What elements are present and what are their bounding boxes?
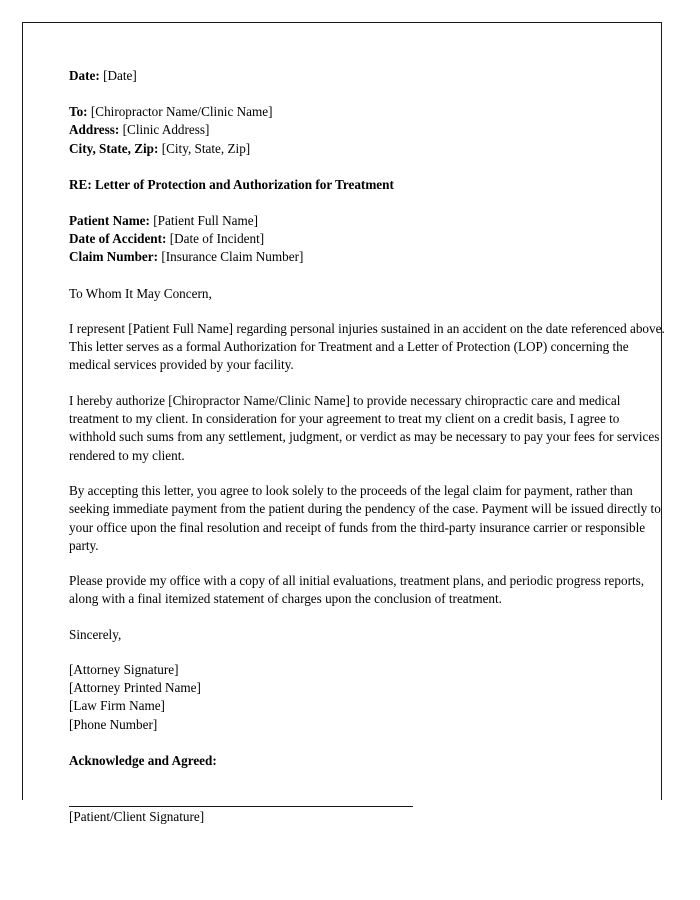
- subject-line: [69, 176, 665, 194]
- body-paragraph-1: I represent [Patient Full Name] regarding personal injuries sustained in an accident on the date referenced above. This letter serves as a formal Authorization for Treatment and a Letter of Protection (LOP) concerning the medical services provided by your facility.: [69, 320, 665, 373]
- recipient-address-line: [69, 121, 665, 139]
- spacer: [69, 555, 665, 572]
- spacer: [69, 158, 665, 176]
- date-value: [Date]: [103, 68, 137, 83]
- date-of-accident-label: Date of Accident:: [69, 231, 167, 247]
- subject-text: Letter of Protection and Authorization for Treatment: [95, 176, 394, 192]
- claim-number-label: Claim Number:: [69, 249, 159, 265]
- address-value: [Clinic Address]: [122, 122, 210, 138]
- spacer: [69, 267, 665, 285]
- attorney-printed-name-placeholder: [Attorney Printed Name]: [69, 680, 201, 696]
- subject-label: RE:: [69, 176, 92, 192]
- valediction: Sincerely,: [69, 626, 122, 642]
- date-line: [69, 67, 665, 85]
- acknowledgement-heading: Acknowledge and Agreed:: [69, 752, 217, 768]
- body-paragraph-4: Please provide my office with a copy of all initial evaluations, treatment plans, and periodic progress reports, along with a final itemized statement of charges upon the conclusion of treatment.: [69, 573, 645, 607]
- body-paragraph-3: By accepting this letter, you agree to look solely to the proceeds of the legal claim for payment, rather than seeking immediate payment from the patient during the pendency of the case. Payment will be issued directly to your office upon the final resolution and receipt of funds from the third-party insurance carrier or responsible party.: [69, 482, 661, 553]
- recipient-to-line: [69, 103, 665, 121]
- document-page-frame: [22, 22, 665, 824]
- body-paragraph-2: I hereby authorize [Chiropractor Name/Clinic Name] to provide necessary chiropractic care and medical treatment to my client. In consideration for your agreement to treat my client on a credit basis, I agree to withhold such sums from any settlement, judgment, or verdict as may be necessary to pay your fees for services rendered to my client.: [69, 392, 660, 463]
- spacer: [69, 375, 665, 392]
- recipient-city-state-zip-line: [69, 140, 665, 158]
- address-label: Address:: [69, 122, 120, 138]
- date-label: Date:: [69, 68, 100, 83]
- spacer: [69, 85, 665, 103]
- spacer: [69, 644, 665, 661]
- city-state-zip-value: [City, State, Zip]: [161, 140, 251, 156]
- patient-name-line: [69, 212, 665, 230]
- date-of-accident-line: [69, 230, 665, 248]
- signature-caption: [Patient/Client Signature]: [69, 808, 205, 824]
- spacer: [69, 770, 665, 806]
- spacer: [69, 609, 665, 626]
- spacer: [69, 194, 665, 212]
- date-of-accident-value: [Date of Incident]: [169, 231, 265, 247]
- spacer: [69, 303, 665, 320]
- claim-number-value: [Insurance Claim Number]: [161, 249, 304, 265]
- signature-line-rule: [69, 806, 413, 807]
- spacer: [69, 465, 665, 482]
- spacer: [69, 734, 665, 752]
- patient-name-label: Patient Name:: [69, 213, 150, 229]
- city-state-zip-label: City, State, Zip:: [69, 140, 159, 156]
- law-firm-name-placeholder: [Law Firm Name]: [69, 698, 165, 714]
- letter-body: [69, 67, 665, 826]
- attorney-signature-placeholder: [Attorney Signature]: [69, 661, 179, 677]
- to-label: To:: [69, 104, 88, 120]
- phone-number-placeholder: [Phone Number]: [69, 716, 158, 732]
- claim-number-line: [69, 248, 665, 266]
- salutation: To Whom It May Concern,: [69, 285, 212, 301]
- patient-name-value: [Patient Full Name]: [153, 213, 258, 229]
- to-value: [Chiropractor Name/Clinic Name]: [90, 104, 273, 120]
